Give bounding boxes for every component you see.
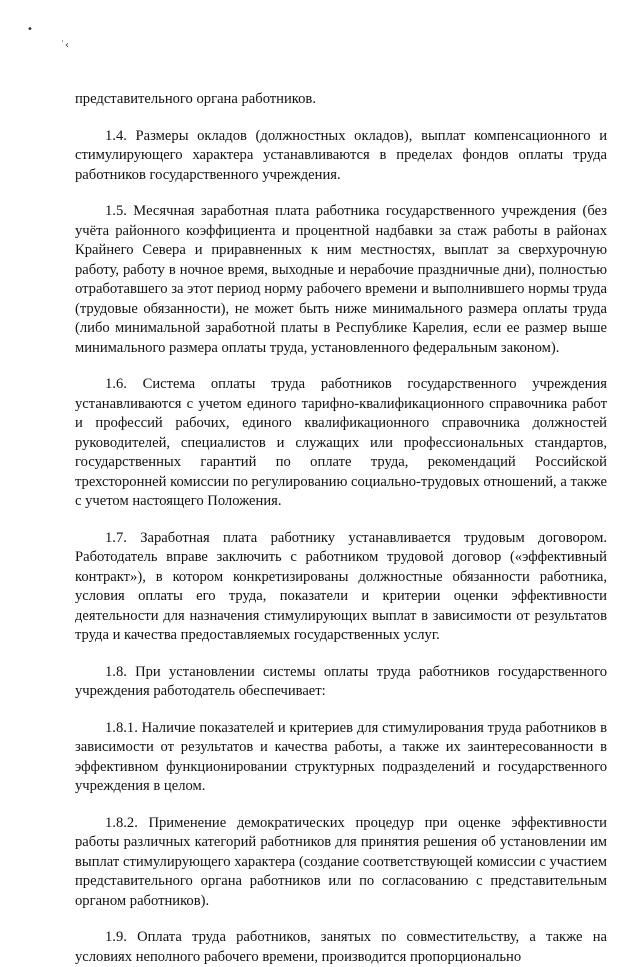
document-body — [75, 90, 607, 967]
paragraph-1-8: 1.8. При установлении системы оплаты труда работников государственного учреждения работодатель обеспечивает: — [75, 663, 607, 699]
paragraph-continuation: представительного органа работников. — [75, 91, 316, 107]
paragraph-1-8-1: 1.8.1. Наличие показателей и критериев для стимулирования труда работников в зависимости от результатов и качества работы, а также их заинтересованности в эффективном функционировании структурных подразделений и государственного учреждения в целом. — [75, 719, 607, 794]
paragraph-1-8-2: 1.8.2. Применение демократических процедур при оценке эффективности работы различных категорий работников для принятия решения об установлении им выплат стимулирующего характера (создание соответствующей комиссии с участием представительного органа работников или по согласованию с представительным органом работников). — [75, 814, 607, 909]
paragraph-1-6: 1.6. Система оплаты труда работников государственного учреждения устанавливаются с учетом единого тарифно-квалификационного справочника работ и профессий рабочих, единого квалификационного справочника должностей руководителей, специалистов и служащих или профессиональных стандартов, государственных гарантий по оплате труда, рекомендаций Российской трехсторонней комиссии по регулированию социально-трудовых отношений, а также с учетом настоящего Положения. — [75, 376, 607, 509]
scan-dot-mark: • — [27, 24, 33, 35]
scan-tick-mark: ˙‹ — [60, 40, 69, 51]
paragraph-1-4: 1.4. Размеры окладов (должностных окладов), выплат компенсационного и стимулирующего характера устанавливаются в пределах фондов оплаты труда работников государственного учреждения. — [75, 127, 607, 183]
paragraph-1-7: 1.7. Заработная плата работнику устанавливается трудовым договором. Работодатель вправе заключить с работником трудовой договор («эффективный контракт»), в котором конкретизированы должностные обязанности работника, условия оплаты его труда, показатели и критерии оценки эффективности деятельности для назначения стимулирующих выплат в зависимости от результатов труда и качества предоставляемых государственных услуг. — [75, 529, 607, 643]
paragraph-1-9: 1.9. Оплата труда работников, занятых по совместительству, а также на условиях неполного рабочего времени, производится пропорционально — [75, 929, 607, 965]
paragraph-1-5: 1.5. Месячная заработная плата работника государственного учреждения (без учёта районного коэффициента и процентной надбавки за стаж работы в районах Крайнего Севера и приравненных к ним местностях, выплат за сверхурочную работу, работу в ночное время, выходные и нерабочие праздничные дни), полностью отработавшего за этот период норму рабочего времени и выполнившего нормы труда (трудовые обязанности), не может быть ниже минимального размера оплаты труда (либо минимальной заработной платы в Республике Карелия, если ее размер выше минимального размера оплаты труда, установленного федеральным законом). — [75, 203, 607, 356]
